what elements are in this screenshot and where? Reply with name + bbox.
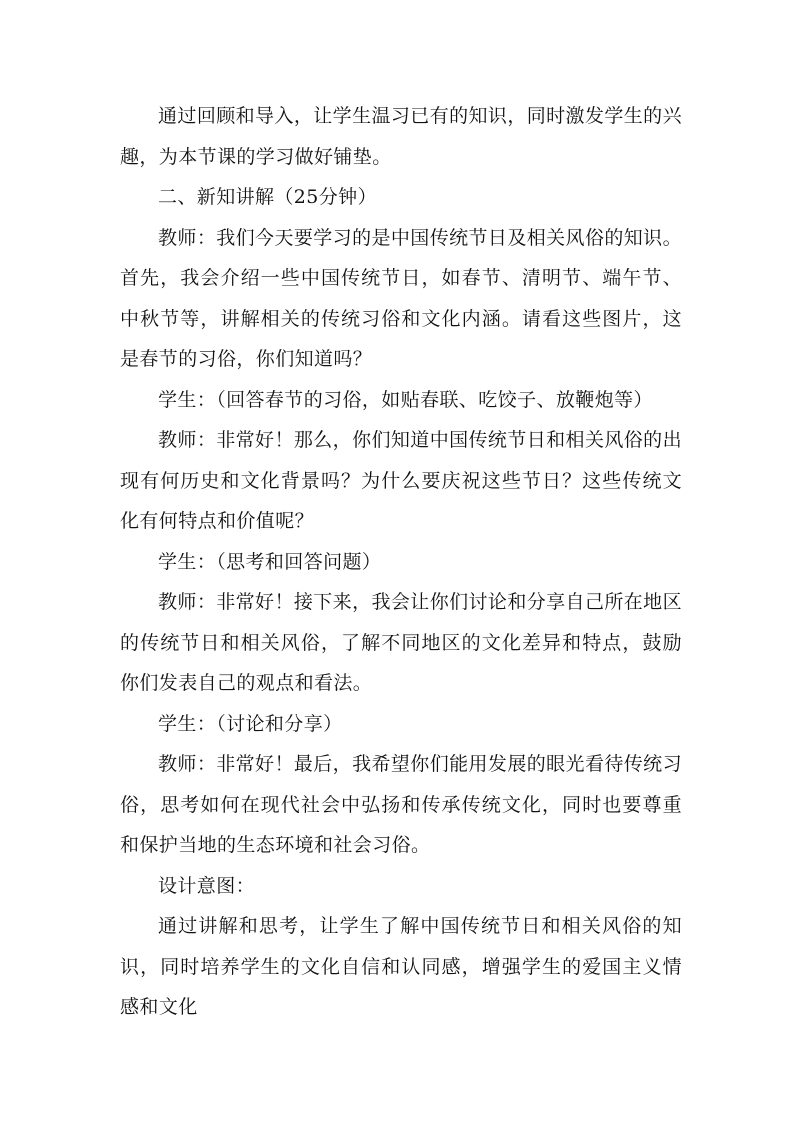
design-intent-label: 设计意图：	[158, 874, 256, 897]
paragraph-student-2: 学生：（思考和回答问题）	[158, 550, 382, 573]
paragraph-student-3: 学生：（讨论和分享）	[158, 712, 343, 735]
section-heading-new-knowledge: 二、新知讲解（25分钟）	[158, 186, 377, 208]
paragraph-intro-summary: 通过回顾和导入，让学生温习已有的知识，同时激发学生的兴趣，为本节课的学习做好铺垫。	[120, 105, 682, 168]
document-body	[120, 96, 682, 1028]
paragraph-teacher-3: 教师：非常好！接下来，我会让你们讨论和分享自己所在地区的传统节日和相关风俗，了解不同地区的文化差异和特点，鼓励你们发表自己的观点和看法。	[120, 591, 682, 694]
paragraph-teacher-4: 教师：非常好！最后，我希望你们能用发展的眼光看待传统习俗，思考如何在现代社会中弘扬和传承传统文化，同时也要尊重和保护当地的生态环境和社会习俗。	[120, 753, 682, 856]
paragraph-teacher-1: 教师：我们今天要学习的是中国传统节日及相关风俗的知识。首先，我会介绍一些中国传统节日，如春节、清明节、端午节、中秋节等，讲解相关的传统习俗和文化内涵。请看这些图片，这是春节的习俗，你们知道吗？	[120, 226, 682, 370]
paragraph-student-1: 学生：（回答春节的习俗，如贴春联、吃饺子、放鞭炮等）	[158, 388, 653, 411]
paragraph-design-intent: 通过讲解和思考，让学生了解中国传统节日和相关风俗的知识，同时培养学生的文化自信和认同感，增强学生的爱国主义情感和文化	[120, 915, 682, 1018]
paragraph-teacher-2: 教师：非常好！那么，你们知道中国传统节日和相关风俗的出现有何历史和文化背景吗？为什么要庆祝这些节日？这些传统文化有何特点和价值呢？	[120, 429, 682, 532]
